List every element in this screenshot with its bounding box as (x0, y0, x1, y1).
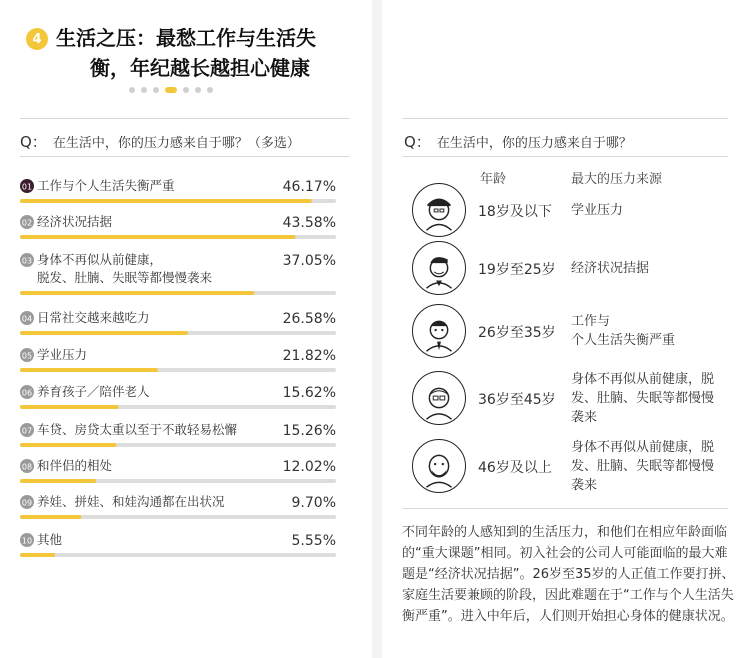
bar-value-label: 21.82% (282, 348, 336, 364)
young-student-icon (413, 183, 465, 237)
bar-value-label: 15.62% (282, 385, 336, 401)
bar-index-label: 10 (21, 536, 33, 546)
bar (20, 331, 188, 335)
bar-value-label: 46.17% (282, 179, 336, 195)
divider-top-right (402, 118, 728, 119)
bar-index-label: 04 (21, 314, 33, 324)
bar-index-label: 09 (21, 498, 33, 508)
stress-source-line: 袭来 (571, 409, 598, 425)
bar-category-label: 学业压力 (37, 347, 88, 362)
bar (20, 235, 295, 239)
adult-man-icon (413, 304, 465, 358)
stress-source-label (571, 438, 714, 495)
age-avatar (412, 371, 466, 425)
bar-category-label: 其他 (37, 532, 63, 547)
bar (20, 443, 116, 447)
age-range-label: 18岁及以下 (478, 204, 552, 220)
question-mark-label: Q： (20, 133, 47, 151)
middle-aged-man-icon (413, 371, 465, 425)
column-header-age: 年龄 (480, 172, 507, 187)
stress-source-label (571, 370, 714, 427)
age-range-label: 26岁至35岁 (478, 325, 556, 341)
bar-category-label: 车贷、房贷太重以至于不敢轻易松懈 (37, 422, 238, 437)
age-avatar (412, 439, 466, 493)
bar-index-label: 02 (21, 218, 33, 228)
bar-index-label: 08 (21, 462, 33, 472)
bar-category-label: 工作与个人生活失衡严重 (37, 178, 175, 193)
age-range-label: 19岁至25岁 (478, 262, 556, 278)
stress-source-line: 经济状况拮据 (571, 260, 650, 276)
left-panel (0, 0, 372, 658)
bar-value-label: 15.26% (282, 423, 336, 439)
bar (20, 515, 81, 519)
older-man-icon (413, 439, 465, 493)
bar-value-label: 5.55% (291, 533, 336, 549)
stress-source-line: 身体不再似从前健康，脱 (571, 371, 715, 387)
bar (20, 291, 254, 295)
stress-source-label (571, 312, 675, 350)
divider-bottom-right (402, 508, 728, 509)
young-adult-icon (413, 241, 465, 295)
stress-source-line: 工作与 (571, 314, 611, 329)
bar-category-label: 养娃、拼娃、和娃沟通都在出状况 (37, 494, 225, 509)
bar (20, 199, 312, 203)
bar-value-label: 9.70% (291, 495, 336, 511)
bar-category-label: 日常社交越来越吃力 (37, 310, 150, 325)
bar-index-label: 01 (21, 182, 33, 192)
stress-source-line: 身体不再似从前健康，脱 (571, 439, 715, 455)
summary-paragraph: 不同年龄的人感知到的生活压力，和他们在相应年龄面临的“重大课题”相同。初入社会的公司人可能面临的最大难题是“经济状况拮据”。26岁至35岁的人正值工作要打拼、家庭生活要兼顾的阶段，因此难题在于“工作与个人生活失衡严重”。进入中年后，人们则开始担心身体的健康状况。 (402, 525, 735, 624)
bar-index-label: 06 (21, 388, 33, 398)
age-range-label: 46岁及以上 (478, 460, 552, 476)
stress-source-bar-chart (0, 0, 372, 658)
bar-index-label: 07 (21, 426, 33, 436)
stress-source-label (571, 259, 649, 278)
stress-source-line: 发、肚腩、失眠等都慢慢 (571, 390, 715, 406)
stress-source-label (571, 201, 623, 220)
stress-source-line: 袭来 (571, 477, 598, 493)
bar-category-label: 脱发、肚腩、失眠等都慢慢袭来 (37, 270, 213, 285)
age-avatar (412, 241, 466, 295)
bar (20, 405, 119, 409)
stress-source-line: 发、肚腩、失眠等都慢慢 (571, 458, 715, 474)
right-panel (382, 0, 747, 658)
bar (20, 553, 55, 557)
age-range-label: 36岁至45岁 (478, 392, 556, 408)
bar-category-label: 身体不再似从前健康， (37, 252, 163, 267)
question-mark-label-right: Q： (404, 133, 431, 151)
question-text: 在生活中，你的压力感来自于哪？（多选） (52, 136, 300, 151)
stress-source-line: 个人生活失衡严重 (571, 333, 676, 348)
column-header-source: 最大的压力来源 (571, 172, 663, 187)
bar-category-label: 养育孩子／陪伴老人 (37, 384, 150, 399)
bar-index-label: 05 (21, 351, 33, 361)
stress-source-line: 学业压力 (571, 202, 624, 218)
age-avatar (412, 304, 466, 358)
bar-category-label: 经济状况拮据 (37, 214, 113, 229)
title-line-2: 衡，年纪越长越担心健康 (90, 56, 310, 80)
divider-question-right (402, 156, 728, 157)
bar-value-label: 43.58% (282, 215, 336, 231)
bar-value-label: 12.02% (282, 459, 336, 475)
bar-index-label: 03 (21, 256, 33, 266)
bar-track (20, 553, 336, 557)
title-line-1: 生活之压：最愁工作与生活失 (56, 26, 316, 50)
bar-value-label: 37.05% (282, 253, 336, 269)
question-row-right (404, 131, 632, 152)
question-text-right: 在生活中，你的压力感来自于哪？ (436, 136, 632, 151)
age-avatar (412, 183, 466, 237)
bar-category-label: 和伴侣的相处 (37, 458, 113, 473)
bar (20, 368, 158, 372)
bar-value-label: 26.58% (282, 311, 336, 327)
bar (20, 479, 96, 483)
section-number-badge: 4 (26, 28, 48, 50)
